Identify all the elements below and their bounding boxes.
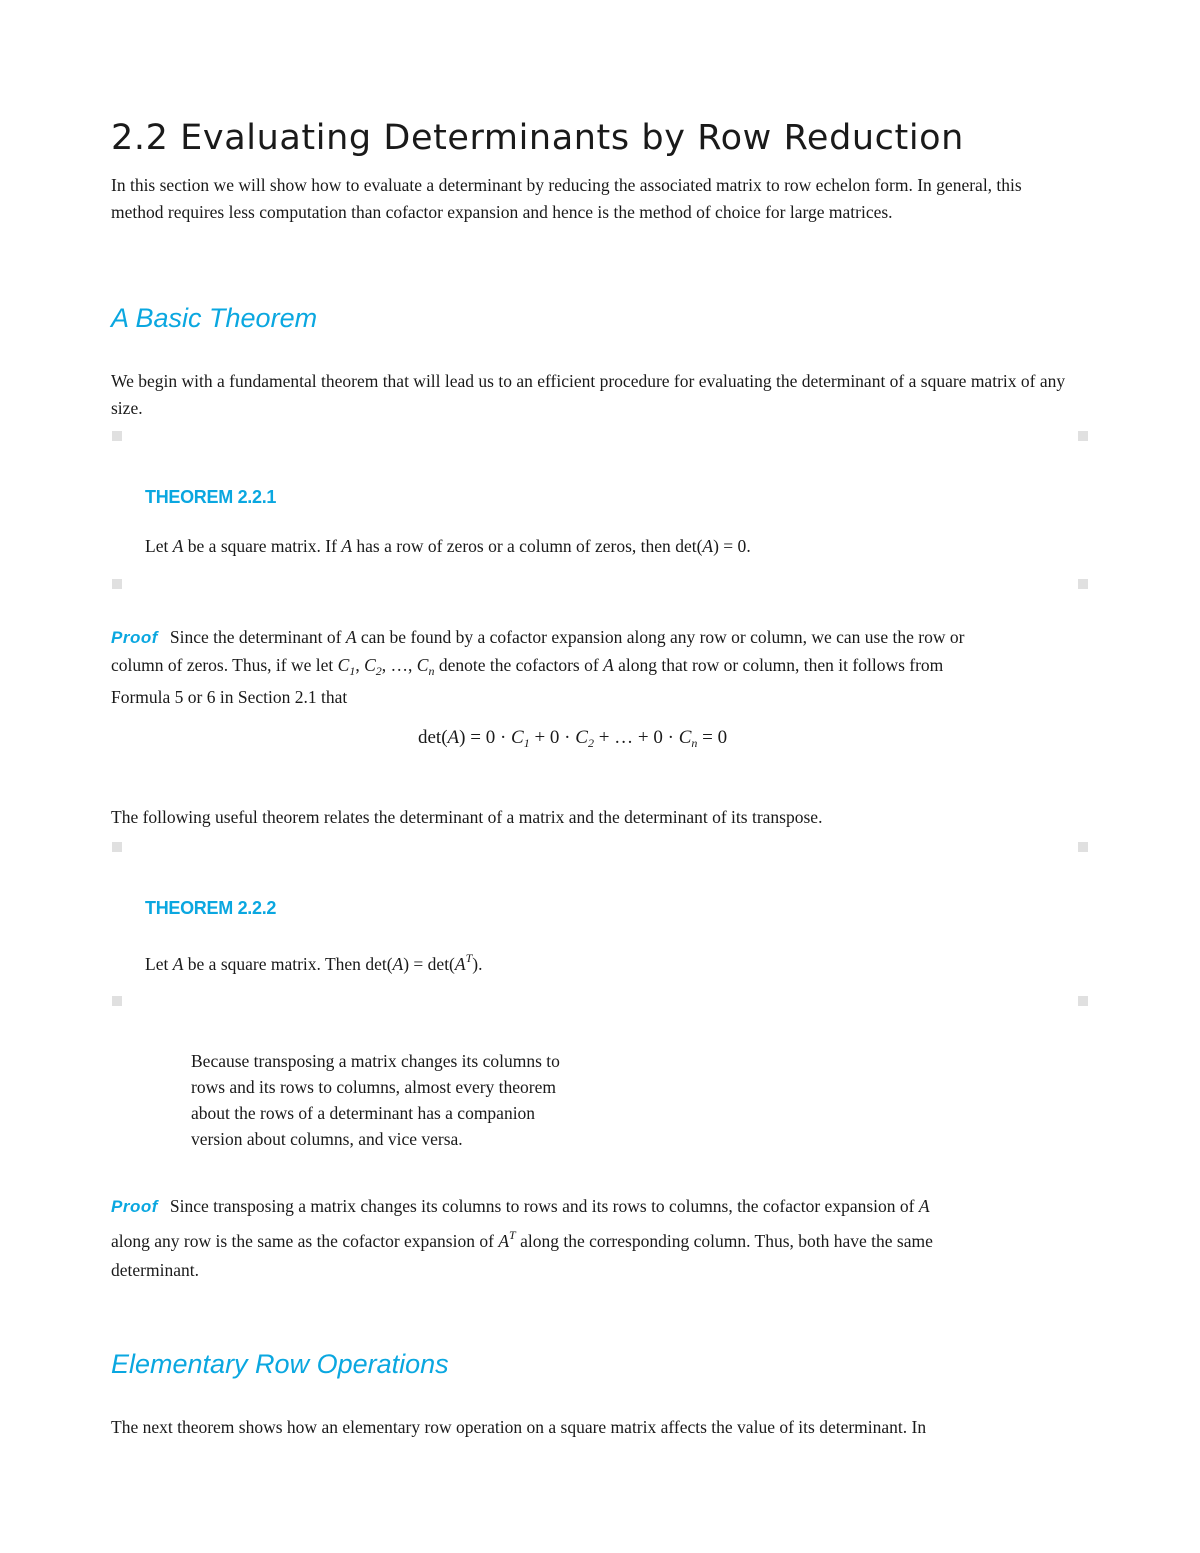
margin-note xyxy=(191,1048,560,1152)
math-subscript: 2 xyxy=(587,736,594,750)
theorem-box-marker-top-left xyxy=(112,431,122,441)
math-op: = 0 xyxy=(697,727,728,748)
theorem-box-marker-top-right xyxy=(1078,842,1088,852)
math-subscript: 1 xyxy=(349,663,356,678)
margin-note-line: Because transposing a matrix changes its columns to xyxy=(191,1051,560,1071)
theorem-box-marker-top-left xyxy=(112,842,122,852)
basic-theorem-intro: We begin with a fundamental theorem that will lead us to an efficient procedure for evaluating the determinant of a square matrix of any size. xyxy=(111,371,1066,418)
theorem-text: Let xyxy=(145,536,173,556)
math-var-a: A xyxy=(345,627,357,647)
math-var-a: A xyxy=(392,954,404,974)
math-superscript-t: T xyxy=(509,1228,516,1242)
math-det: det( xyxy=(365,954,393,974)
math-var-a: A xyxy=(172,954,184,974)
math-var-a: A xyxy=(454,954,466,974)
proof-2-line-2 xyxy=(111,1221,1111,1256)
math-op: + 0 · xyxy=(529,727,576,748)
theorem-text: . xyxy=(478,954,483,974)
margin-note-line: version about columns, and vice versa. xyxy=(191,1129,463,1149)
proof-2-line-3: determinant. xyxy=(111,1260,199,1280)
theorem-text: Let xyxy=(145,954,173,974)
math-var-a: A xyxy=(172,536,184,556)
math-superscript-t: T xyxy=(465,951,473,965)
proof-text: along any row is the same as the cofactor expansion of xyxy=(111,1231,499,1251)
math-var-c: C xyxy=(416,654,429,675)
theorem-2-2-2-label: THEOREM 2.2.2 xyxy=(145,898,277,918)
math-var-c: C xyxy=(364,654,376,675)
section-heading-basic-theorem: A Basic Theorem xyxy=(111,303,318,333)
proof-text: Since the determinant of xyxy=(169,627,346,647)
page-title: 2.2 Evaluating Determinants by Row Reduction xyxy=(111,118,964,158)
math-det: det( xyxy=(418,727,448,748)
math-subscript: n xyxy=(691,736,698,750)
proof-2-line-1 xyxy=(111,1192,1111,1221)
cofactor-expansion-equation xyxy=(418,727,727,751)
math-var-c: C xyxy=(678,727,692,748)
section-heading-elementary-row-operations: Elementary Row Operations xyxy=(111,1349,449,1379)
theorem-box-marker-bottom-left xyxy=(112,579,122,589)
theorem-2-2-1-label: THEOREM 2.2.1 xyxy=(145,487,277,507)
proof-text: can be found by a cofactor expansion along any row or column, we can use the row or xyxy=(356,627,965,647)
math-subscript: 2 xyxy=(375,663,382,678)
proof-1-line-2 xyxy=(111,652,1111,685)
proof-1 xyxy=(111,624,1111,711)
theorem-text: . xyxy=(746,536,751,556)
math-sep: , xyxy=(381,654,391,675)
theorem-text: be a square matrix. Then xyxy=(183,954,366,974)
math-var-a: A xyxy=(447,727,460,748)
theorem-2-2-2-statement xyxy=(145,945,482,978)
theorem-box-marker-bottom-right xyxy=(1078,579,1088,589)
intro-paragraph: In this section we will show how to evaluate a determinant by reducing the associated matrix to row echelon form. In general, this method requires less computation than cofactor expansion and hence is the method of choice for large matrices. xyxy=(111,175,1022,222)
math-var-c: C xyxy=(575,727,588,748)
theorem-text: be a square matrix. If xyxy=(183,536,342,556)
math-op: + … + 0 · xyxy=(593,727,679,748)
proof-1-line-3: Formula 5 or 6 in Section 2.1 that xyxy=(111,687,348,707)
math-sep: , xyxy=(355,654,365,675)
proof-label: Proof xyxy=(111,1197,158,1216)
proof-text: denote the cofactors of xyxy=(434,654,604,675)
margin-note-line: rows and its rows to columns, almost every theorem xyxy=(191,1077,557,1097)
proof-text: along that row or column, then it follows from xyxy=(613,654,944,675)
proof-2 xyxy=(111,1192,1111,1285)
theorem-box-marker-bottom-right xyxy=(1078,996,1088,1006)
transpose-intro: The following useful theorem relates the determinant of a matrix and the determinant of its transpose. xyxy=(111,807,823,827)
proof-text: along the corresponding column. Thus, both have the same xyxy=(515,1231,933,1251)
theorem-text: has a row of zeros or a column of zeros, then xyxy=(352,536,676,556)
theorem-box-marker-bottom-left xyxy=(112,996,122,1006)
math-equals-zero: ) = 0 xyxy=(713,536,747,556)
math-var-c: C xyxy=(511,727,524,748)
elementary-row-operations-intro: The next theorem shows how an elementary row operation on a square matrix affects the value of its determinant. In xyxy=(111,1417,927,1437)
math-det: det( xyxy=(675,536,703,556)
theorem-box-marker-top-right xyxy=(1078,431,1088,441)
math-var-a: A xyxy=(341,536,353,556)
proof-label: Proof xyxy=(111,628,158,647)
proof-1-line-1 xyxy=(111,624,1111,652)
math-var-a: A xyxy=(498,1231,510,1251)
math-subscript: n xyxy=(428,663,435,678)
math-op: ) = 0 · xyxy=(459,727,512,748)
math-var-a: A xyxy=(603,654,614,675)
math-var-a: A xyxy=(702,536,714,556)
proof-text: Since transposing a matrix changes its columns to rows and its rows to columns, the cofactor expansion of xyxy=(169,1196,919,1216)
math-subscript: 1 xyxy=(523,736,530,750)
math-var-a: A xyxy=(918,1196,930,1216)
math-var-c: C xyxy=(337,654,350,675)
proof-text: column of zeros. Thus, if we let xyxy=(111,654,338,675)
math-op: ) xyxy=(472,954,479,974)
theorem-2-2-1-statement xyxy=(145,533,751,560)
margin-note-line: about the rows of a determinant has a companion xyxy=(191,1103,536,1123)
math-ellipsis: …, xyxy=(390,654,417,675)
math-op: ) = det( xyxy=(403,954,455,974)
